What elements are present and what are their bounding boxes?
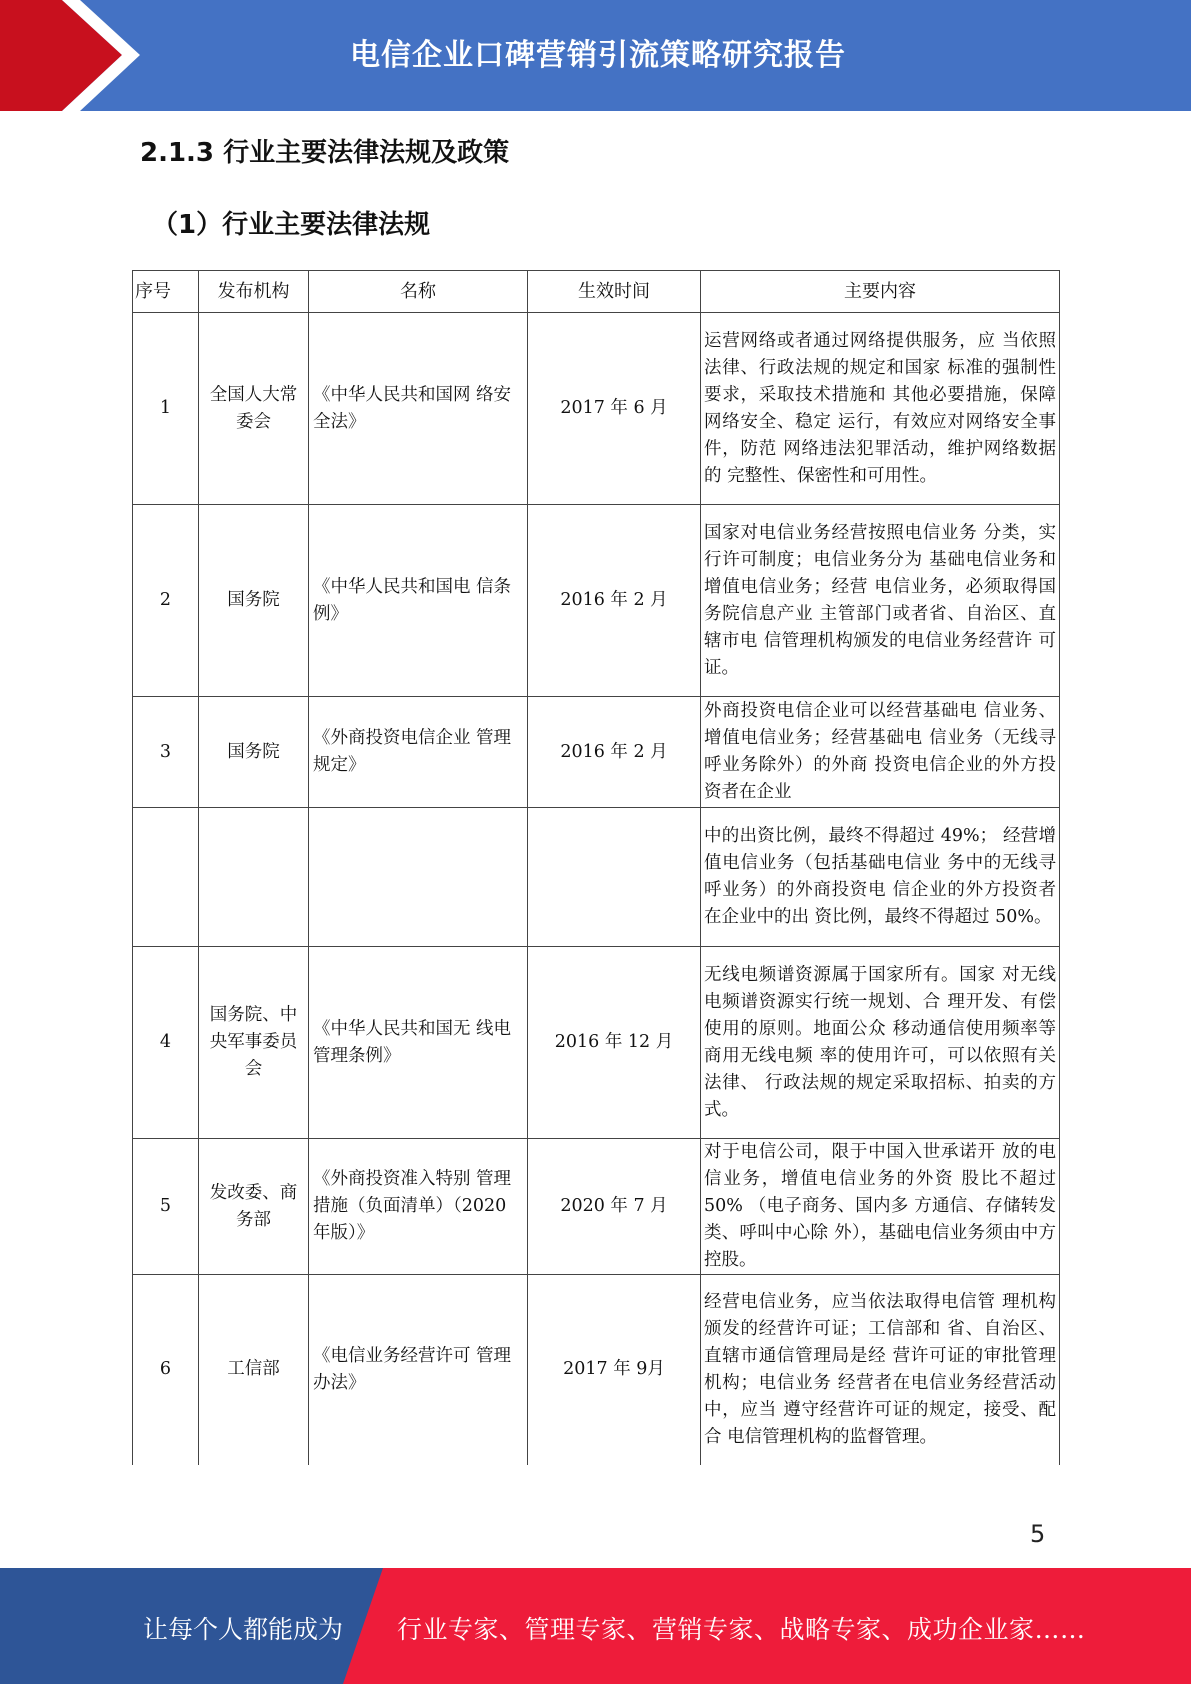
cell-content: 对于电信公司，限于中国入世承诺开 放的电信业务，增值电信业务的外资 股比不超过 50% （电子商务、国内多 方通信、存储转发类、呼叫中心除 外），基础电信业务须由中方控股。 bbox=[701, 1139, 1060, 1275]
cell-content: 经营电信业务，应当依法取得电信管 理机构颁发的经营许可证；工信部和 省、自治区、直辖市通信管理局是经 营许可证的审批管理机构；电信业务 经营者在电信业务经营活动中，应当 遵守经营许可证的规定，接受、配合 电信管理机构的监督管理。 bbox=[701, 1275, 1060, 1465]
cell-date: 2020 年 7 月 bbox=[528, 1139, 701, 1275]
cell-no bbox=[133, 808, 199, 947]
cell-content: 外商投资电信企业可以经营基础电 信业务、增值电信业务；经营基础电 信业务（无线寻呼业务除外）的外商 投资电信企业的外方投资者在企业 bbox=[701, 697, 1060, 808]
cell-content: 无线电频谱资源属于国家所有。国家 对无线电频谱资源实行统一规划、合 理开发、有偿使用的原则。地面公众 移动通信使用频率等商用无线电频 率的使用许可，可以依照有关法律、 行政法规的规定采取招标、拍卖的方 式。 bbox=[701, 947, 1060, 1139]
cell-org bbox=[199, 808, 309, 947]
cell-org: 国务院 bbox=[199, 697, 309, 808]
cell-name: 《中华人民共和国网 络安全法》 bbox=[309, 313, 528, 505]
cell-date: 2016 年 12 月 bbox=[528, 947, 701, 1139]
page-number: 5 bbox=[1030, 1520, 1046, 1548]
cell-org: 国务院 bbox=[199, 505, 309, 697]
cell-date: 2016 年 2 月 bbox=[528, 505, 701, 697]
footer-slogan-left: 让每个人都能成为 bbox=[143, 1615, 344, 1644]
cell-org: 发改委、商务部 bbox=[199, 1139, 309, 1275]
cell-content: 国家对电信业务经营按照电信业务 分类，实行许可制度；电信业务分为 基础电信业务和增值电信业务；经营 电信业务，必须取得国务院信息产业 主管部门或者省、自治区、直辖市电 信管理机构颁发的电信业务经营许 可证。 bbox=[701, 505, 1060, 697]
cell-org: 全国人大常委会 bbox=[199, 313, 309, 505]
cell-name: 《外商投资准入特别 管理措施（负面清单）（2020 年版）》 bbox=[309, 1139, 528, 1275]
cell-no: 2 bbox=[133, 505, 199, 697]
column-header-content: 主要内容 bbox=[701, 271, 1060, 313]
cell-no: 1 bbox=[133, 313, 199, 505]
cell-date bbox=[528, 808, 701, 947]
table-row bbox=[133, 313, 1060, 505]
column-header-date: 生效时间 bbox=[528, 271, 701, 313]
cell-content: 运营网络或者通过网络提供服务，应 当依照法律、行政法规的规定和国家 标准的强制性要求，采取技术措施和 其他必要措施，保障网络安全、稳定 运行，有效应对网络安全事件，防范 网络违法犯罪活动，维护网络数据的 完整性、保密性和可用性。 bbox=[701, 313, 1060, 505]
table-row bbox=[133, 697, 1060, 808]
cell-no: 5 bbox=[133, 1139, 199, 1275]
cell-name: 《电信业务经营许可 管理办法》 bbox=[309, 1275, 528, 1465]
cell-date: 2016 年 2 月 bbox=[528, 697, 701, 808]
cell-name bbox=[309, 808, 528, 947]
cell-name: 《外商投资电信企业 管理规定》 bbox=[309, 697, 528, 808]
header-title: 电信企业口碑营销引流策略研究报告 bbox=[350, 38, 846, 73]
footer-band bbox=[0, 1568, 1191, 1684]
footer-slogan-right: 行业专家、管理专家、营销专家、战略专家、成功企业家…… bbox=[397, 1615, 1086, 1644]
laws-table bbox=[132, 270, 1060, 1465]
cell-no: 4 bbox=[133, 947, 199, 1139]
header-band bbox=[0, 0, 1191, 111]
table-row bbox=[133, 1275, 1060, 1465]
table-row bbox=[133, 947, 1060, 1139]
cell-date: 2017 年 6 月 bbox=[528, 313, 701, 505]
column-header-no: 序号 bbox=[133, 271, 199, 313]
section-heading: 2.1.3 行业主要法律法规及政策 bbox=[140, 138, 510, 168]
cell-org: 工信部 bbox=[199, 1275, 309, 1465]
table-header-row bbox=[133, 271, 1060, 313]
table-row bbox=[133, 808, 1060, 947]
cell-no: 6 bbox=[133, 1275, 199, 1465]
table-row bbox=[133, 1139, 1060, 1275]
subsection-heading: （1）行业主要法律法规 bbox=[152, 210, 431, 240]
cell-name: 《中华人民共和国无 线电管理条例》 bbox=[309, 947, 528, 1139]
header-arrow-logo bbox=[0, 0, 160, 111]
cell-name: 《中华人民共和国电 信条例》 bbox=[309, 505, 528, 697]
cell-date: 2017 年 9月 bbox=[528, 1275, 701, 1465]
cell-content: 中的出资比例，最终不得超过 49%； 经营增值电信业务（包括基础电信业 务中的无线寻呼业务）的外商投资电 信企业的外方投资者在企业中的出 资比例，最终不得超过 50%。 bbox=[701, 808, 1060, 947]
cell-no: 3 bbox=[133, 697, 199, 808]
column-header-name: 名称 bbox=[309, 271, 528, 313]
table-row bbox=[133, 505, 1060, 697]
column-header-org: 发布机构 bbox=[199, 271, 309, 313]
cell-org: 国务院、中央军事委员会 bbox=[199, 947, 309, 1139]
